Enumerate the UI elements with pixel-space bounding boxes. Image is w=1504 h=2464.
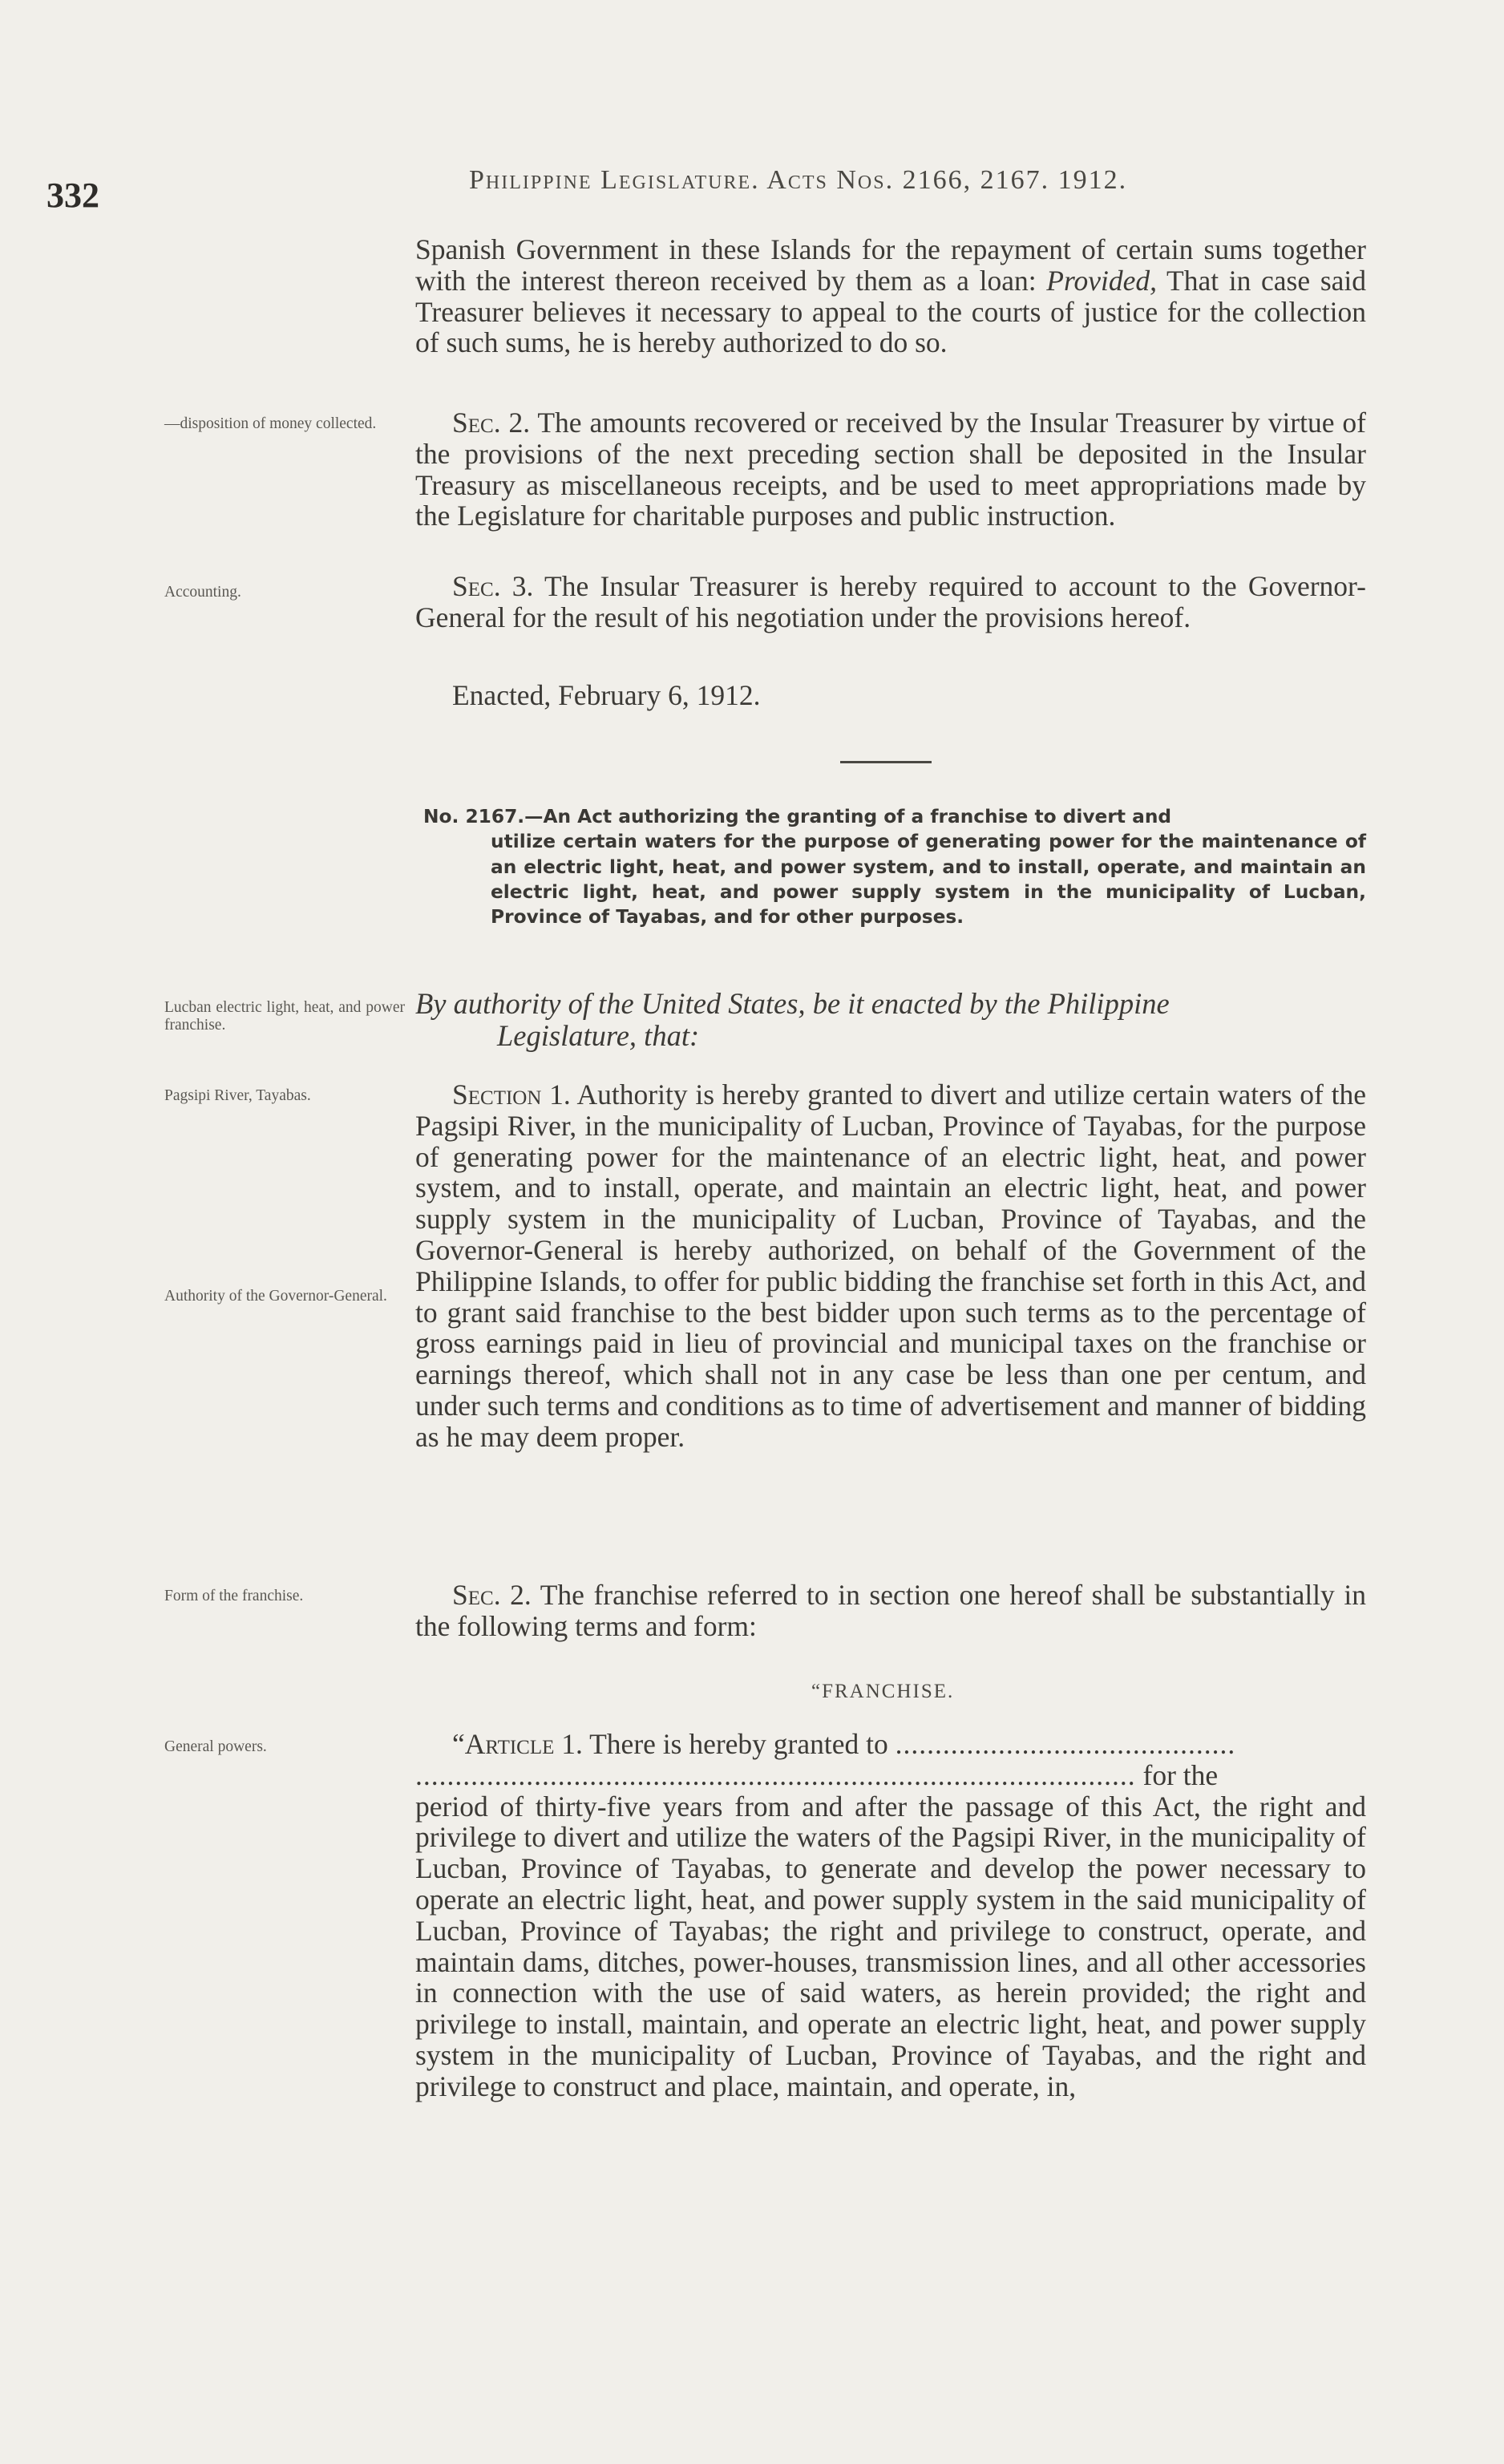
running-head: Philippine Legislature. Acts Nos. 2166, 2167. 1912. [469,165,1128,195]
margin-note-general: General powers. [164,1738,267,1755]
enacting-clause [415,988,1366,1052]
act-heading-first-line: No. 2167.—An Act authorizing the granting of a franchise to divert and [423,806,1172,827]
margin-note-lucban: Lucban electric light, heat, and power franchise. [164,999,405,1034]
continuation-text: Spanish Government in these Islands for the repayment of certain sums together with the interest thereon received by them as a loan: [415,233,1366,297]
margin-note-form: Form of the franchise. [164,1588,304,1604]
for-the: for the [1135,1758,1219,1791]
enacting-line-1: By authority of the United States, be it enacted by the Philippine [415,987,1170,1020]
enacted-line [415,680,1366,711]
section-1 [415,1079,1366,1453]
section-label: Section 1. [452,1078,571,1111]
blank-line-1: ........................................... [895,1728,1236,1760]
section-text: Authority is hereby granted to divert and utilize certain waters of the Pagsipi River, in the municipality of Lucban, Province of Tayabas, for the purpose of generating power for the maintenance of an electric light, heat, and power system, and to install, operate, and maintain an electric light, heat, and power supply system in the municipality of Lucban, Province of Tayabas, and the Governor-General is hereby authorized, on behalf of the Government of the Philippine Islands, to offer for public bidding the franchise set forth in this Act, and to grant said franchise to the best bidder upon such terms as to the percentage of gross earnings paid in lieu of provincial and municipal taxes on the franchise or earnings thereof, which shall not in any case be less than one per centum, and under such terms and conditions as to time of advertisement and manner of bidding as he may deem proper. [415,1078,1366,1453]
section-label: Sec. 3. [452,570,534,602]
blank-line-2: ........................................................................................... [415,1758,1136,1791]
enacting-line-2: Legislature, that: [497,1019,700,1052]
margin-note-accounting: Accounting. [164,584,241,601]
margin-note-authority: Authority of the Governor-General. [164,1288,387,1305]
article-intro: There is hereby granted to [582,1728,896,1760]
section-text: The Insular Treasurer is hereby required to account to the Governor-General for the result of his negotiation under the provisions hereof. [415,570,1366,633]
act-heading [423,804,1366,929]
section-2-prev [415,407,1366,532]
provided-rest: That in case said Treasurer believes it necessary to appeal to the courts of justice for the collection of such sums, he is hereby authorized to do so. [415,264,1367,359]
page-number: 332 [46,176,99,215]
article-1 [415,1729,1366,2102]
section-2 [415,1580,1366,1642]
article-label: “Article 1. [452,1728,583,1760]
margin-note-pagsipi: Pagsipi River, Tayabas. [164,1087,311,1104]
act-heading-rest: utilize certain waters for the purpose of generating power for the maintenance of an electric light, heat, and power system, and to install, operate, and maintain an electric light, heat, and power supply system in the municipality of Lucban, Province of Tayabas, and for other purposes. [491,831,1366,929]
franchise-heading: “FRANCHISE. [811,1681,955,1702]
section-label: Sec. 2. [452,1579,532,1611]
section-label: Sec. 2. [452,407,531,439]
continuation-paragraph [415,234,1366,358]
section-text: The amounts recovered or received by the Insular Treasurer by virtue of the provisions of the next preceding section shall be deposited in the Insular Treasury as miscellaneous receipts, and be used to meet appropriations made by the Legislature for charitable purposes and public instruction. [415,407,1366,532]
section-text: The franchise referred to in section one hereof shall be substantially in the following terms and form: [415,1579,1366,1642]
section-divider [840,761,932,763]
section-3-prev [415,571,1366,633]
margin-note-disposition: —disposition of money collected. [164,415,377,432]
enacted-date: Enacted, February 6, 1912. [452,679,761,711]
article-text: period of thirty-five years from and after the passage of this Act, the right and privilege to divert and utilize the waters of the Pagsipi River, in the municipality of Lucban, Province of Tayabas, to generate and develop the power necessary to operate an electric light, heat, and power supply system in the said municipality of Lucban, Province of Tayabas; the right and privilege to construct, operate, and maintain dams, ditches, power-houses, transmission lines, and all other accessories in connection with the use of said waters, as herein provided; the right and privilege to install, maintain, and operate an electric light, heat, and power supply system in the municipality of Lucban, Province of Tayabas, and the right and privilege to construct and place, maintain, and operate, in, [415,1790,1366,2102]
provided-word: Provided, [1046,264,1157,297]
